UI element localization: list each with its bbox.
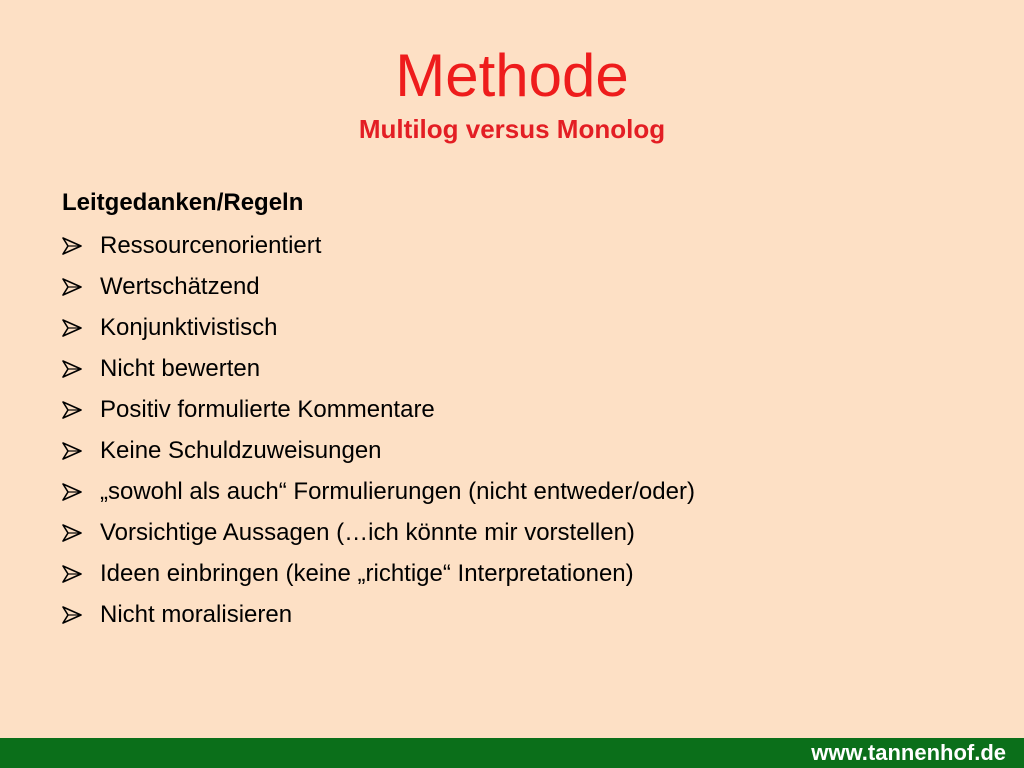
list-item bbox=[62, 266, 982, 307]
slide-title: Methode bbox=[395, 42, 629, 109]
arrow-bullet-icon bbox=[62, 237, 82, 255]
list-item-text: Ideen einbringen (keine „richtige“ Interpretationen) bbox=[100, 560, 634, 587]
list-item bbox=[62, 594, 982, 635]
list-item-text: Nicht bewerten bbox=[100, 355, 261, 382]
list-item-text: Positiv formulierte Kommentare bbox=[100, 396, 435, 423]
list-item-text: Nicht moralisieren bbox=[100, 601, 293, 628]
list-item-text: Ressourcenorientiert bbox=[100, 232, 322, 259]
arrow-bullet-icon bbox=[62, 442, 82, 460]
rules-list bbox=[62, 225, 982, 635]
list-item-text: Keine Schuldzuweisungen bbox=[100, 437, 382, 464]
list-item bbox=[62, 348, 982, 389]
slide-subtitle: Multilog versus Monolog bbox=[358, 114, 666, 144]
list-item-text: Konjunktivistisch bbox=[100, 314, 278, 341]
list-item bbox=[62, 471, 982, 512]
arrow-bullet-icon bbox=[62, 319, 82, 337]
list-item bbox=[62, 307, 982, 348]
arrow-bullet-icon bbox=[62, 606, 82, 624]
list-item bbox=[62, 512, 982, 553]
arrow-bullet-icon bbox=[62, 278, 82, 296]
arrow-bullet-icon bbox=[62, 565, 82, 583]
slide-content bbox=[62, 184, 982, 635]
list-item-text: „sowohl als auch“ Formulierungen (nicht entweder/oder) bbox=[100, 478, 695, 505]
footer-bar bbox=[0, 738, 1024, 768]
list-item-text: Vorsichtige Aussagen (…ich könnte mir vorstellen) bbox=[100, 519, 635, 546]
list-item bbox=[62, 553, 982, 594]
list-item bbox=[62, 225, 982, 266]
list-item-text: Wertschätzend bbox=[100, 273, 260, 300]
list-item bbox=[62, 430, 982, 471]
arrow-bullet-icon bbox=[62, 524, 82, 542]
rules-heading: Leitgedanken/Regeln bbox=[62, 189, 304, 216]
footer-url-link[interactable]: www.tannenhof.de bbox=[811, 740, 1006, 765]
arrow-bullet-icon bbox=[62, 360, 82, 378]
list-item bbox=[62, 389, 982, 430]
arrow-bullet-icon bbox=[62, 483, 82, 501]
arrow-bullet-icon bbox=[62, 401, 82, 419]
